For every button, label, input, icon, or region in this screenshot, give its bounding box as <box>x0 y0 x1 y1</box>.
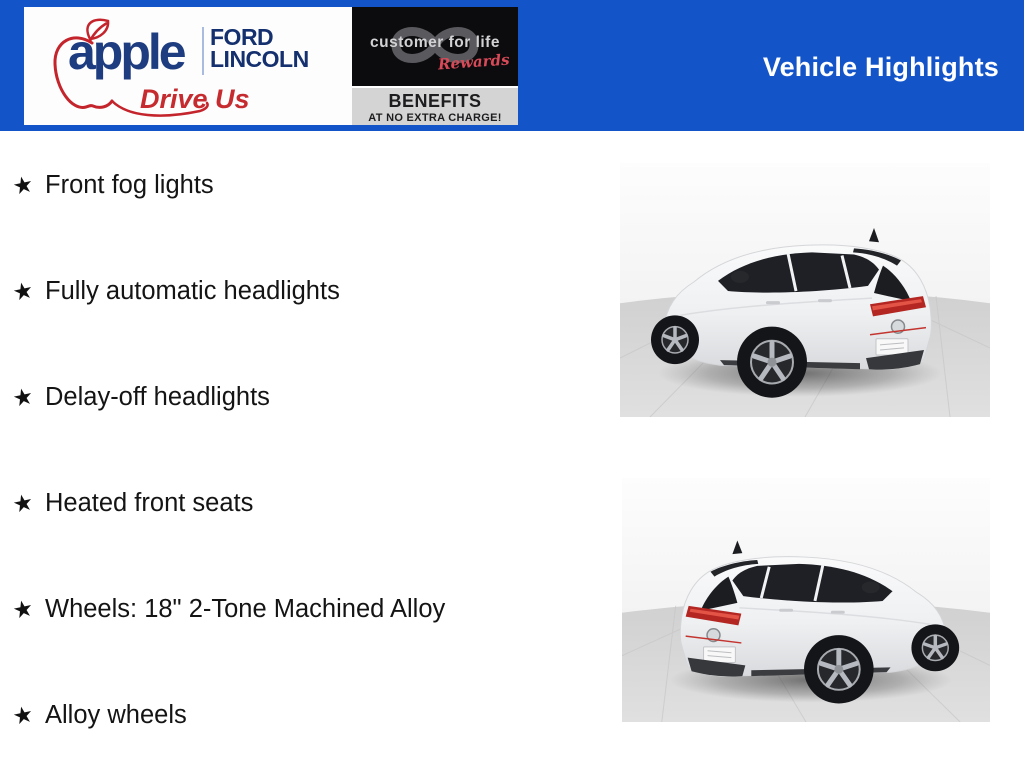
feature-label: Front fog lights <box>45 170 214 199</box>
feature-item <box>10 380 445 414</box>
benefits-sublabel: AT NO EXTRA CHARGE! <box>368 112 502 124</box>
page-title: Vehicle Highlights <box>762 52 999 82</box>
benefits-label: BENEFITS <box>388 91 482 111</box>
feature-item <box>10 168 445 202</box>
star-bullet-icon: ★ <box>10 169 36 200</box>
dealer-logo-main <box>24 7 352 125</box>
car-illustration <box>620 163 990 417</box>
brand-ford: FORD <box>210 24 274 50</box>
feature-label: Alloy wheels <box>45 700 187 729</box>
rewards-label: Rewards <box>436 50 510 74</box>
star-bullet-icon: ★ <box>10 593 36 624</box>
feature-item <box>10 698 445 732</box>
star-bullet-icon: ★ <box>10 275 36 306</box>
feature-item <box>10 486 445 520</box>
vehicle-photo-rear-driver-side <box>620 163 990 417</box>
feature-list <box>10 131 445 732</box>
customer-for-life-badge <box>352 7 518 125</box>
feature-item <box>10 592 445 626</box>
feature-label: Wheels: 18" 2-Tone Machined Alloy <box>45 594 446 623</box>
brand-lincoln: LINCOLN <box>210 46 309 72</box>
star-bullet-icon: ★ <box>10 699 36 730</box>
customer-for-life-label: customer for life <box>370 34 500 51</box>
star-bullet-icon: ★ <box>10 487 36 518</box>
dealer-tagline: Drive Us <box>140 84 250 114</box>
dealer-logo <box>24 7 518 125</box>
feature-label: Heated front seats <box>45 488 254 517</box>
brand-names <box>210 26 309 70</box>
vehicle-photo-rear-passenger-side <box>622 478 990 722</box>
feature-label: Fully automatic headlights <box>45 276 340 305</box>
feature-item <box>10 274 445 308</box>
customer-for-life-panel <box>352 7 518 86</box>
dealer-name: apple <box>68 24 184 80</box>
benefits-panel <box>352 86 518 125</box>
feature-label: Delay-off headlights <box>45 382 270 411</box>
car-illustration <box>622 478 990 722</box>
star-bullet-icon: ★ <box>10 381 36 412</box>
logo-divider <box>202 27 204 75</box>
header-bar <box>0 0 1024 131</box>
